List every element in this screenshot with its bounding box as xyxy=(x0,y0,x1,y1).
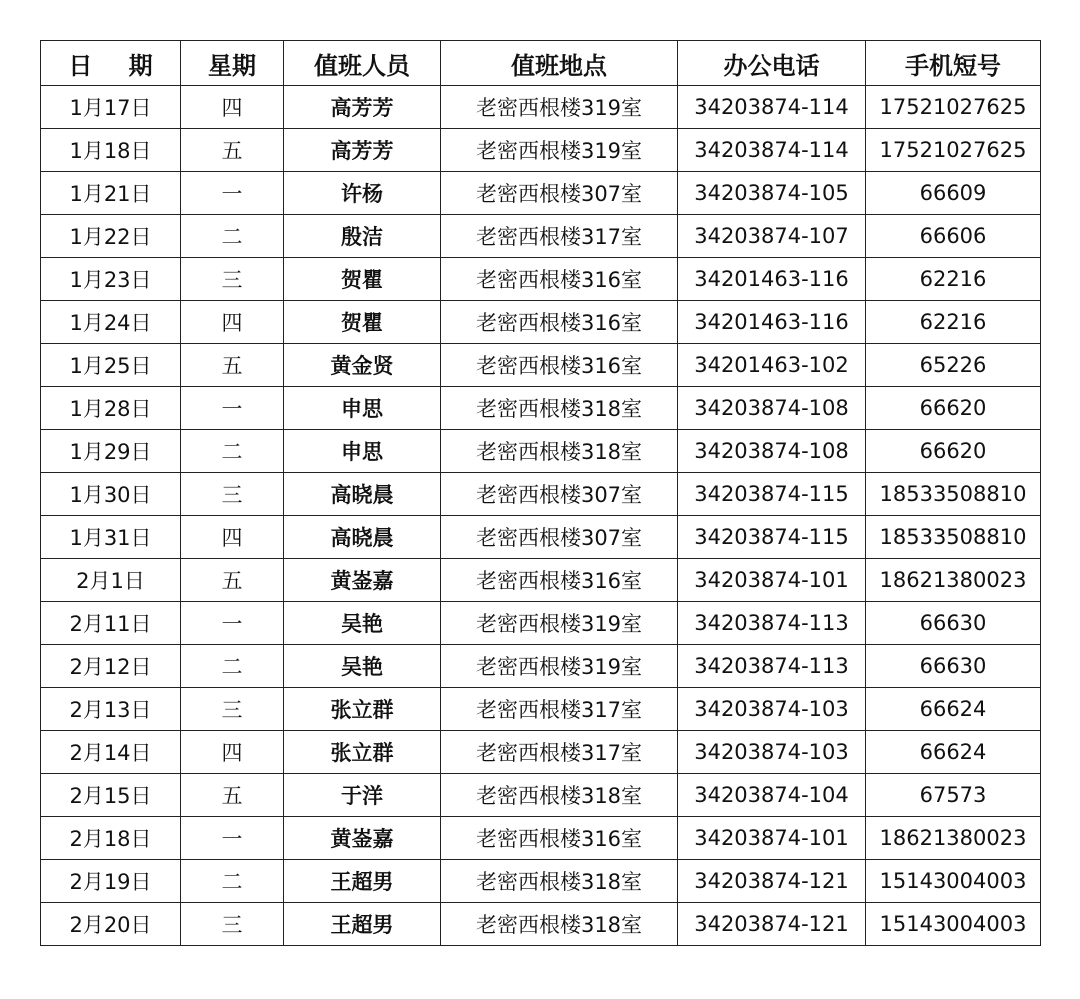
cell-location: 老密西根楼317室 xyxy=(441,215,678,258)
cell-office-phone: 34203874-105 xyxy=(678,172,866,215)
cell-mobile-short: 18621380023 xyxy=(866,817,1041,860)
cell-location: 老密西根楼316室 xyxy=(441,258,678,301)
cell-mobile-short: 67573 xyxy=(866,774,1041,817)
cell-staff: 申思 xyxy=(284,430,441,473)
cell-location: 老密西根楼318室 xyxy=(441,860,678,903)
cell-weekday: 三 xyxy=(181,473,284,516)
cell-date: 1月23日 xyxy=(41,258,181,301)
cell-date: 1月31日 xyxy=(41,516,181,559)
cell-location: 老密西根楼318室 xyxy=(441,774,678,817)
cell-office-phone: 34203874-113 xyxy=(678,602,866,645)
table-row xyxy=(41,688,1041,731)
table-row xyxy=(41,516,1041,559)
table-row xyxy=(41,473,1041,516)
cell-staff: 申思 xyxy=(284,387,441,430)
cell-staff: 吴艳 xyxy=(284,645,441,688)
cell-weekday: 五 xyxy=(181,559,284,602)
cell-staff: 高芳芳 xyxy=(284,86,441,129)
cell-weekday: 三 xyxy=(181,903,284,946)
cell-date: 1月17日 xyxy=(41,86,181,129)
cell-date: 1月30日 xyxy=(41,473,181,516)
cell-staff: 吴艳 xyxy=(284,602,441,645)
table-row xyxy=(41,129,1041,172)
cell-mobile-short: 66606 xyxy=(866,215,1041,258)
cell-date: 1月25日 xyxy=(41,344,181,387)
table-row xyxy=(41,387,1041,430)
header-staff: 值班人员 xyxy=(284,41,441,86)
cell-date: 1月28日 xyxy=(41,387,181,430)
table-row xyxy=(41,774,1041,817)
cell-office-phone: 34203874-121 xyxy=(678,903,866,946)
cell-weekday: 三 xyxy=(181,258,284,301)
cell-location: 老密西根楼319室 xyxy=(441,602,678,645)
cell-staff: 高晓晨 xyxy=(284,516,441,559)
cell-location: 老密西根楼318室 xyxy=(441,387,678,430)
cell-location: 老密西根楼319室 xyxy=(441,129,678,172)
cell-date: 2月1日 xyxy=(41,559,181,602)
table-row xyxy=(41,731,1041,774)
cell-staff: 许杨 xyxy=(284,172,441,215)
table-body xyxy=(41,86,1041,946)
table-row xyxy=(41,301,1041,344)
cell-weekday: 五 xyxy=(181,774,284,817)
header-date: 日 期 xyxy=(41,41,181,86)
cell-office-phone: 34201463-116 xyxy=(678,301,866,344)
table-row xyxy=(41,86,1041,129)
header-office-phone: 办公电话 xyxy=(678,41,866,86)
cell-office-phone: 34203874-101 xyxy=(678,817,866,860)
cell-staff: 王超男 xyxy=(284,903,441,946)
cell-date: 1月21日 xyxy=(41,172,181,215)
header-location: 值班地点 xyxy=(441,41,678,86)
cell-mobile-short: 15143004003 xyxy=(866,860,1041,903)
cell-staff: 王超男 xyxy=(284,860,441,903)
cell-office-phone: 34203874-101 xyxy=(678,559,866,602)
table-row xyxy=(41,258,1041,301)
cell-office-phone: 34203874-114 xyxy=(678,129,866,172)
cell-office-phone: 34203874-121 xyxy=(678,860,866,903)
cell-staff: 贺瞿 xyxy=(284,301,441,344)
cell-weekday: 二 xyxy=(181,645,284,688)
cell-date: 2月13日 xyxy=(41,688,181,731)
cell-office-phone: 34203874-103 xyxy=(678,731,866,774)
cell-mobile-short: 15143004003 xyxy=(866,903,1041,946)
cell-staff: 张立群 xyxy=(284,688,441,731)
cell-location: 老密西根楼317室 xyxy=(441,731,678,774)
cell-office-phone: 34203874-114 xyxy=(678,86,866,129)
table-row xyxy=(41,559,1041,602)
table-row xyxy=(41,645,1041,688)
cell-weekday: 二 xyxy=(181,215,284,258)
header-mobile-short: 手机短号 xyxy=(866,41,1041,86)
cell-weekday: 二 xyxy=(181,430,284,473)
cell-date: 2月15日 xyxy=(41,774,181,817)
table-row xyxy=(41,344,1041,387)
cell-location: 老密西根楼318室 xyxy=(441,903,678,946)
table-row xyxy=(41,430,1041,473)
table-row xyxy=(41,817,1041,860)
cell-office-phone: 34203874-115 xyxy=(678,516,866,559)
cell-weekday: 二 xyxy=(181,860,284,903)
cell-weekday: 一 xyxy=(181,602,284,645)
cell-weekday: 一 xyxy=(181,172,284,215)
cell-weekday: 四 xyxy=(181,731,284,774)
cell-mobile-short: 66620 xyxy=(866,430,1041,473)
cell-location: 老密西根楼317室 xyxy=(441,688,678,731)
cell-staff: 黄金贤 xyxy=(284,344,441,387)
cell-office-phone: 34203874-113 xyxy=(678,645,866,688)
cell-weekday: 三 xyxy=(181,688,284,731)
table-header-row xyxy=(41,41,1041,86)
table-row xyxy=(41,602,1041,645)
cell-office-phone: 34203874-103 xyxy=(678,688,866,731)
cell-office-phone: 34201463-116 xyxy=(678,258,866,301)
cell-mobile-short: 17521027625 xyxy=(866,129,1041,172)
duty-roster-table xyxy=(40,40,1041,946)
table-row xyxy=(41,172,1041,215)
cell-staff: 张立群 xyxy=(284,731,441,774)
cell-mobile-short: 66630 xyxy=(866,645,1041,688)
cell-date: 1月24日 xyxy=(41,301,181,344)
cell-mobile-short: 18533508810 xyxy=(866,473,1041,516)
cell-weekday: 五 xyxy=(181,129,284,172)
cell-office-phone: 34201463-102 xyxy=(678,344,866,387)
cell-mobile-short: 66620 xyxy=(866,387,1041,430)
cell-date: 2月20日 xyxy=(41,903,181,946)
cell-weekday: 一 xyxy=(181,387,284,430)
cell-weekday: 五 xyxy=(181,344,284,387)
cell-mobile-short: 65226 xyxy=(866,344,1041,387)
cell-weekday: 四 xyxy=(181,86,284,129)
cell-weekday: 一 xyxy=(181,817,284,860)
cell-mobile-short: 62216 xyxy=(866,258,1041,301)
cell-mobile-short: 18533508810 xyxy=(866,516,1041,559)
table-row xyxy=(41,860,1041,903)
cell-office-phone: 34203874-108 xyxy=(678,430,866,473)
cell-mobile-short: 66624 xyxy=(866,731,1041,774)
cell-location: 老密西根楼319室 xyxy=(441,86,678,129)
cell-date: 2月14日 xyxy=(41,731,181,774)
cell-weekday: 四 xyxy=(181,301,284,344)
cell-mobile-short: 66630 xyxy=(866,602,1041,645)
cell-mobile-short: 18621380023 xyxy=(866,559,1041,602)
cell-date: 2月12日 xyxy=(41,645,181,688)
cell-mobile-short: 66609 xyxy=(866,172,1041,215)
cell-office-phone: 34203874-104 xyxy=(678,774,866,817)
cell-weekday: 四 xyxy=(181,516,284,559)
table-row xyxy=(41,215,1041,258)
cell-location: 老密西根楼316室 xyxy=(441,301,678,344)
cell-office-phone: 34203874-108 xyxy=(678,387,866,430)
cell-location: 老密西根楼316室 xyxy=(441,559,678,602)
cell-date: 1月22日 xyxy=(41,215,181,258)
cell-date: 1月29日 xyxy=(41,430,181,473)
cell-mobile-short: 62216 xyxy=(866,301,1041,344)
cell-location: 老密西根楼318室 xyxy=(441,430,678,473)
cell-staff: 贺瞿 xyxy=(284,258,441,301)
cell-mobile-short: 17521027625 xyxy=(866,86,1041,129)
cell-staff: 高晓晨 xyxy=(284,473,441,516)
cell-location: 老密西根楼307室 xyxy=(441,516,678,559)
cell-staff: 高芳芳 xyxy=(284,129,441,172)
cell-mobile-short: 66624 xyxy=(866,688,1041,731)
cell-date: 1月18日 xyxy=(41,129,181,172)
cell-staff: 黄崟嘉 xyxy=(284,817,441,860)
cell-location: 老密西根楼319室 xyxy=(441,645,678,688)
cell-staff: 黄崟嘉 xyxy=(284,559,441,602)
cell-date: 2月18日 xyxy=(41,817,181,860)
cell-date: 2月11日 xyxy=(41,602,181,645)
cell-location: 老密西根楼316室 xyxy=(441,344,678,387)
header-weekday: 星期 xyxy=(181,41,284,86)
cell-office-phone: 34203874-107 xyxy=(678,215,866,258)
cell-staff: 于洋 xyxy=(284,774,441,817)
cell-location: 老密西根楼307室 xyxy=(441,172,678,215)
cell-staff: 殷洁 xyxy=(284,215,441,258)
cell-location: 老密西根楼316室 xyxy=(441,817,678,860)
cell-office-phone: 34203874-115 xyxy=(678,473,866,516)
cell-location: 老密西根楼307室 xyxy=(441,473,678,516)
cell-date: 2月19日 xyxy=(41,860,181,903)
table-row xyxy=(41,903,1041,946)
